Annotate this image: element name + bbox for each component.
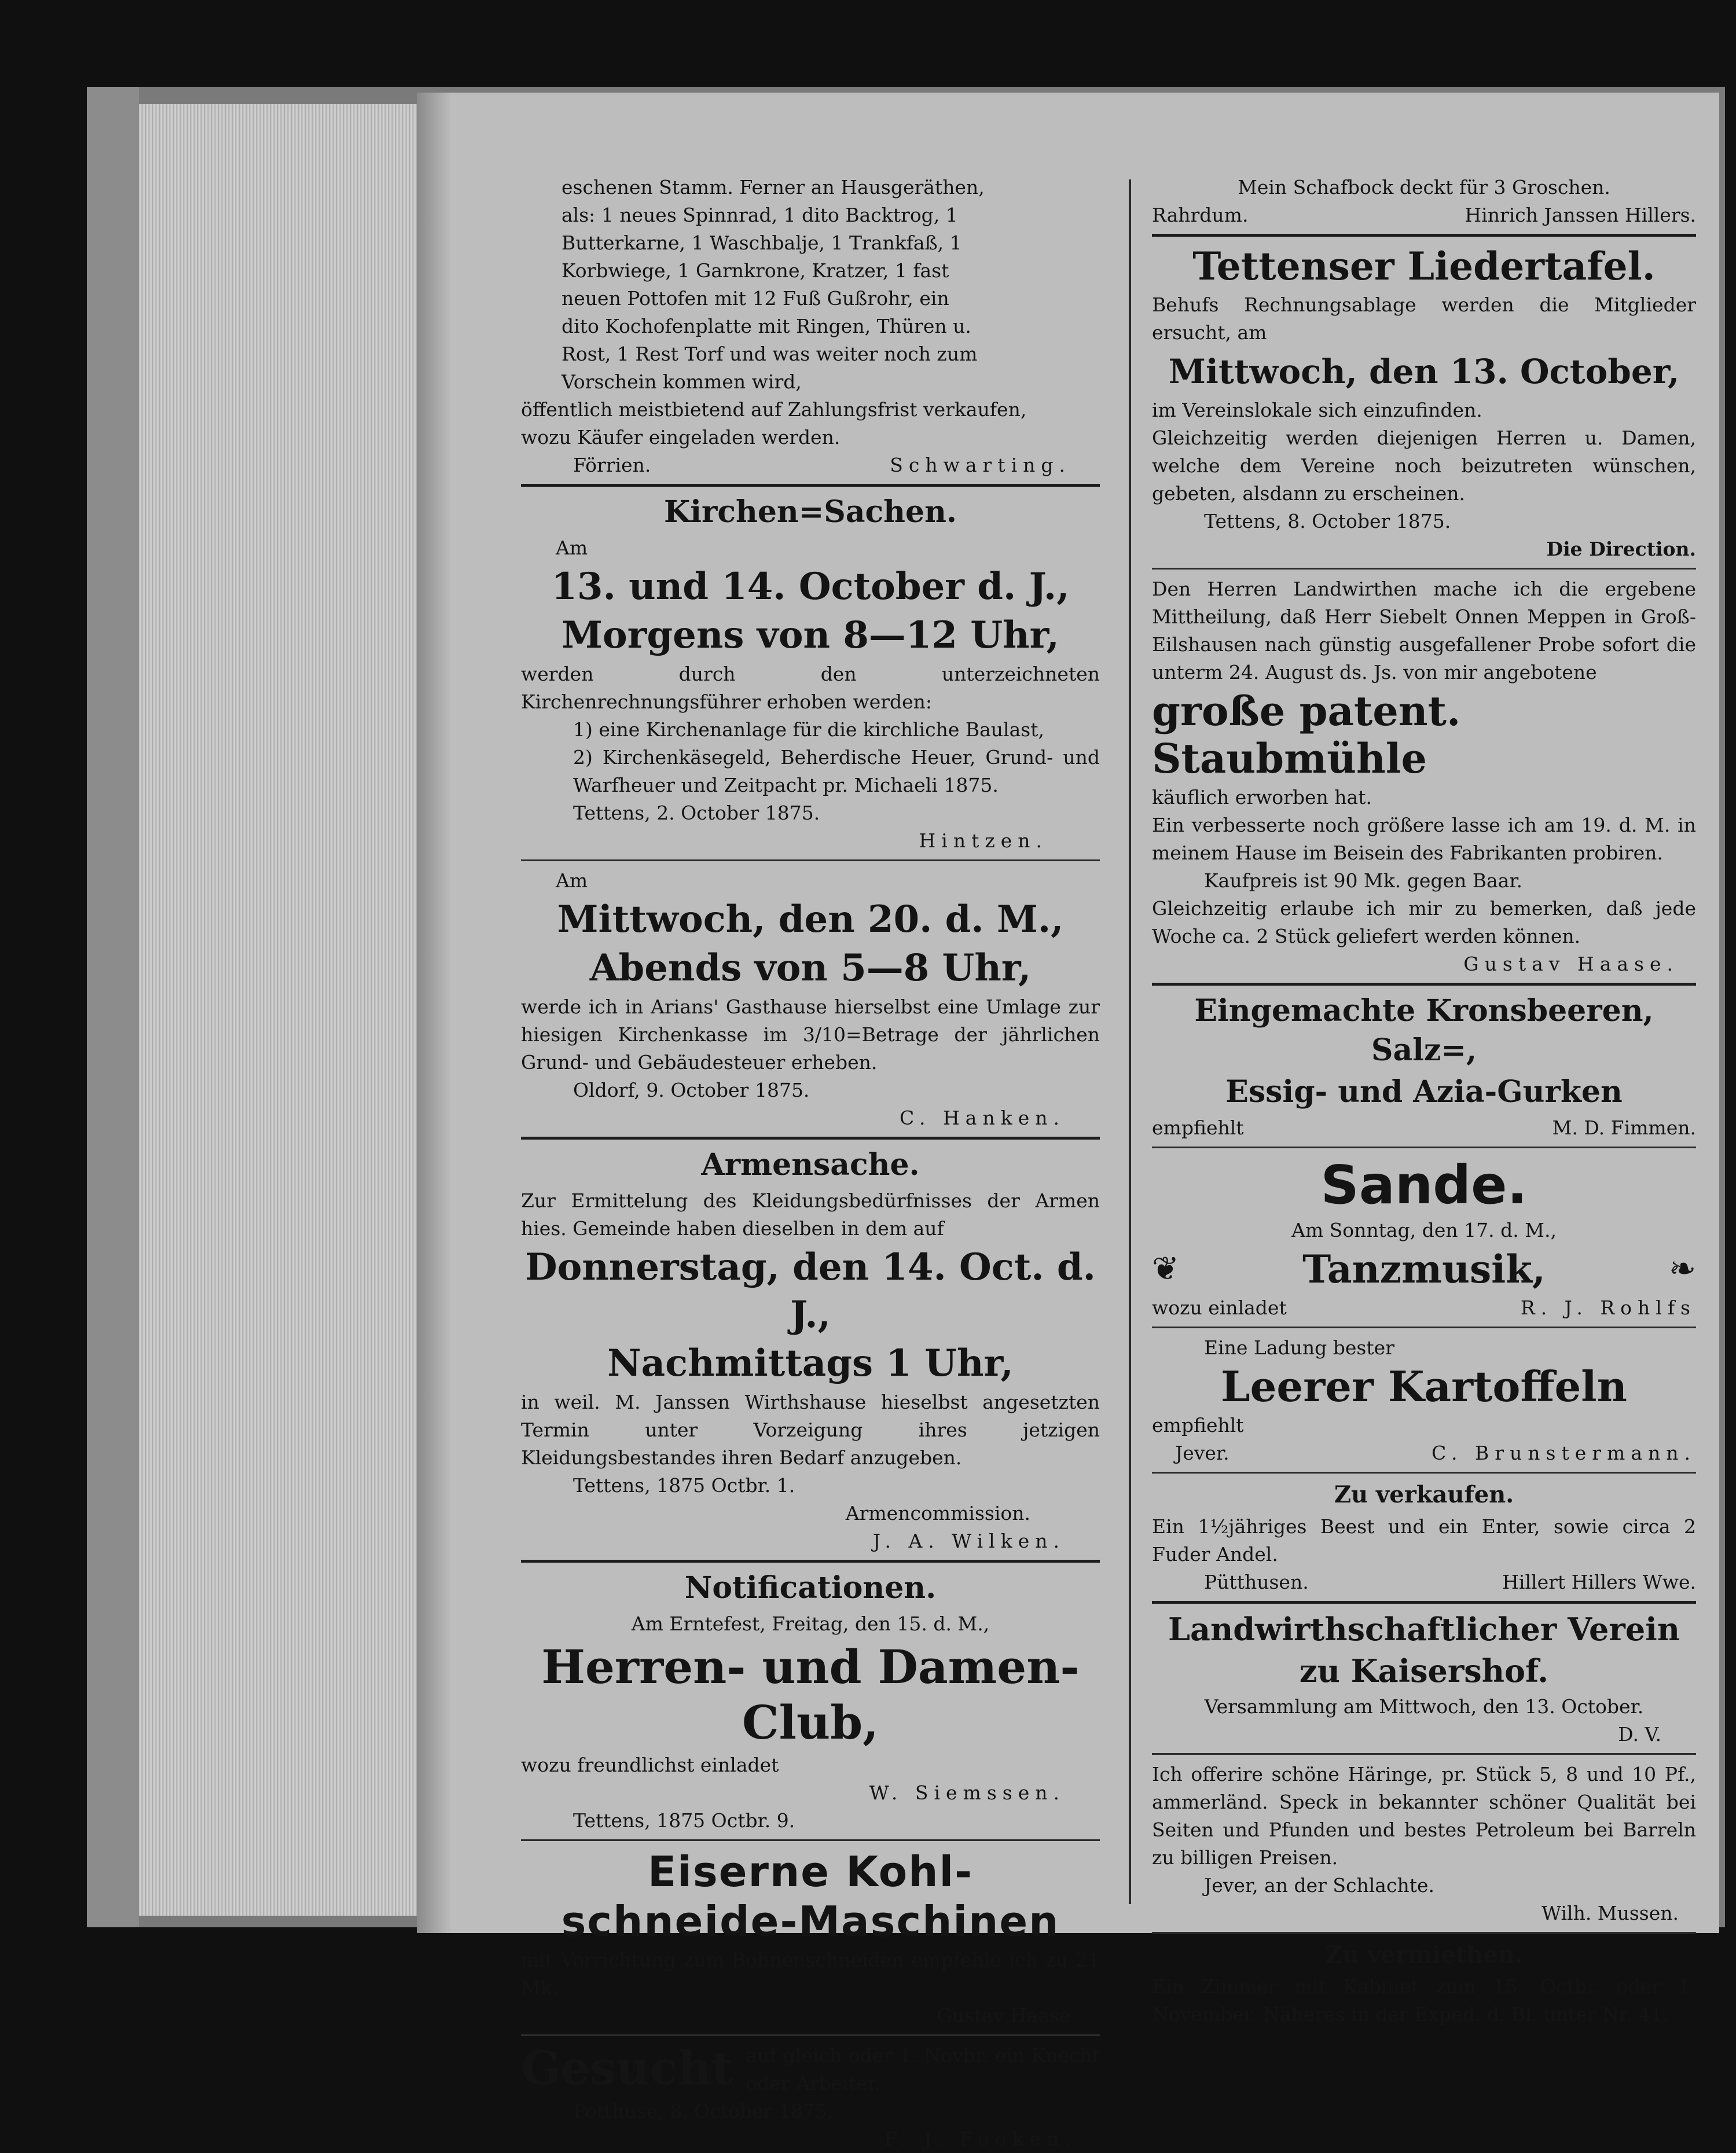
signature: Gustav Haase.	[937, 2004, 1077, 2027]
ad-title: Sande.	[1320, 1154, 1528, 1216]
place-date: Förrien.	[573, 454, 651, 476]
section-rule	[521, 1137, 1100, 1140]
schafbock-notice	[1152, 174, 1696, 229]
notifications-notice	[521, 1568, 1100, 1835]
text-block: Ein 1½jähriges Beest und ein Enter, sowie circa 2 Fuder Andel.	[1152, 1515, 1696, 1566]
page-edges	[104, 104, 428, 1916]
column-divider	[1129, 179, 1131, 1904]
right-column	[1152, 174, 1696, 2029]
ad-title: große patent. Staubmühle	[1152, 687, 1461, 782]
place-date: Tettens, 1875 Octbr. 9.	[573, 1809, 795, 1832]
date-line: Mittwoch, den 20. d. M.,	[557, 898, 1064, 941]
section-rule	[1152, 1327, 1696, 1328]
heading: Zu vermiethen.	[1325, 1941, 1523, 1968]
time-line: Abends von 5—8 Uhr,	[589, 946, 1032, 990]
list-item: 2) Kirchenkäsegeld, Beherdische Heuer, Grund- und Warfheuer und Zeitpacht pr. Michaeli 1875.	[573, 746, 1100, 796]
signature: R. J. Rohlfs	[1520, 1296, 1696, 1319]
ad-title: Gesucht	[521, 2041, 733, 2095]
section-rule	[1152, 234, 1696, 237]
verein-notice	[1152, 1610, 1696, 1748]
text-line: Am	[556, 869, 588, 892]
place-date: Potthuse, 8. October 1875.	[573, 2100, 834, 2122]
text-block: werden durch den unterzeichneten Kirchenrechnungsführer erhoben werden:	[521, 663, 1100, 713]
text-line: wozu einladet	[1152, 1296, 1287, 1319]
text-block: Behufs Rechnungsablage werden die Mitglieder ersucht, am	[1152, 293, 1696, 344]
signature: F. J. Fooken.	[884, 2128, 1077, 2150]
place-date: Tettens, 1875 Octbr. 1.	[573, 1474, 795, 1497]
umlage-notice	[521, 867, 1100, 1132]
signature: Hinrich Janssen Hillers.	[1465, 204, 1696, 226]
text-line: Vorschein kommen wird,	[561, 370, 802, 393]
section-rule	[1152, 983, 1696, 986]
text-block: Gleichzeitig erlaube ich mir zu bemerken, daß jede Woche ca. 2 Stück geliefert werden können.	[1152, 897, 1696, 947]
text-block: Den Herren Landwirthen mache ich die ergebene Mittheilung, daß Herr Siebelt Onnen Meppen in Groß-Eilshausen nach günstig ausgefallener Probe sofort die unterm 24. August ds. Js. von mir angebotene	[1152, 578, 1696, 684]
ornament-left-icon: ❦	[1152, 1250, 1179, 1288]
signature: C. Brunstermann.	[1431, 1442, 1696, 1464]
text-line: als: 1 neues Spinnrad, 1 dito Backtrog, 1	[561, 204, 958, 226]
text-block: Ein Zimmer mit Kabinet zum 15. Octbr. oder 1. November. Näheres in der Exped. d. Bl. unter Nr. 41.	[1152, 1975, 1696, 2026]
place-date: Tettens, 8. October 1875.	[1204, 510, 1451, 532]
left-column	[521, 174, 1100, 2153]
text-block: werde ich in Arians' Gasthause hierselbst eine Umlage zur hiesigen Kirchenkasse im 3/10=Betrage der jährlichen Grund- und Gebäudesteuer erheben.	[521, 995, 1100, 1074]
haeringe-notice	[1152, 1761, 1696, 1927]
text-line: Am	[556, 537, 588, 559]
armen-notice	[521, 1145, 1100, 1555]
signature: W. Siemssen.	[869, 1781, 1065, 1804]
date-line: Donnerstag, den 14. Oct. d. J.,	[525, 1245, 1096, 1336]
text-line: empfiehlt	[1152, 1414, 1244, 1436]
text-block: in weil. M. Janssen Wirthshause hieselbst angesetzten Termin unter Vorzeigung ihres jetzigen Kleidungsbestandes ihren Bedarf anzugeben.	[521, 1391, 1100, 1469]
section-rule	[521, 859, 1100, 861]
signature: Gustav Haase.	[1463, 953, 1679, 975]
place: Jever.	[1175, 1442, 1229, 1464]
list-item: 1) eine Kirchenanlage für die kirchliche Baulast,	[573, 718, 1044, 741]
section-rule	[1152, 1932, 1696, 1934]
signature: Wilh. Mussen.	[1542, 1902, 1679, 1924]
place-date: Oldorf, 9. October 1875.	[573, 1079, 810, 1101]
signature: J. A. Wilken.	[872, 1530, 1065, 1552]
kirchen-notice	[521, 493, 1100, 855]
text-line: im Vereinslokale sich einzufinden.	[1152, 399, 1482, 421]
section-rule	[1152, 1753, 1696, 1755]
text-line: Eine Ladung bester	[1204, 1336, 1394, 1359]
section-rule	[521, 484, 1100, 487]
heading: zu Kaisershof.	[1299, 1652, 1549, 1689]
heading: Landwirthschaftlicher Verein	[1168, 1611, 1680, 1648]
section-rule	[521, 1560, 1100, 1563]
page-gutter-shadow	[417, 93, 452, 1933]
text-line: eschenen Stamm. Ferner an Hausgeräthen,	[561, 176, 985, 199]
signature: Hillert Hillers Wwe.	[1502, 1571, 1696, 1593]
place: Pütthusen.	[1204, 1571, 1309, 1593]
signature: Schwarting.	[890, 454, 1071, 476]
signature: M. D. Fimmen.	[1552, 1116, 1696, 1139]
heading: Zu verkaufen.	[1334, 1481, 1514, 1508]
text-block: auf gleich oder 1. Novbr. ein Knecht oder Arbeiter.	[746, 2044, 1100, 2095]
heading: Kirchen=Sachen.	[664, 494, 957, 530]
gesucht-ad	[521, 2042, 1100, 2153]
text-line: empfiehlt	[1152, 1116, 1244, 1139]
verkaufen-notice	[1152, 1479, 1696, 1596]
heading: Armensache.	[701, 1147, 920, 1182]
ad-title: Eingemachte Kronsbeeren, Salz=,	[1194, 993, 1654, 1068]
text-block: mit Vorrichtung zum Bohnenschneiden empfehle ich zu 21 Mk.	[521, 1949, 1100, 1999]
signature: C. Hanken.	[899, 1107, 1065, 1129]
book-board	[87, 87, 139, 1927]
tanzmusik-title: Tanzmusik,	[1302, 1247, 1546, 1292]
place: Rahrdum.	[1152, 204, 1249, 226]
vermiethen-notice	[1152, 1939, 1696, 2029]
date-line: 13. und 14. October d. J.,	[551, 565, 1070, 608]
kohl-ad	[521, 1847, 1100, 2030]
text-line: wozu freundlichst einladet	[521, 1754, 779, 1776]
staubmuehle-notice	[1152, 575, 1696, 978]
text-line: Am Sonntag, den 17. d. M.,	[1291, 1219, 1557, 1241]
ad-title: Eiserne Kohl-	[647, 1847, 974, 1896]
section-rule	[1152, 1472, 1696, 1474]
ornament-right-icon: ❧	[1669, 1250, 1696, 1288]
kartoffeln-ad	[1152, 1334, 1696, 1467]
place: Jever, an der Schlachte.	[1204, 1874, 1434, 1897]
text-line: käuflich erworben hat.	[1152, 786, 1372, 809]
text-line: Butterkarne, 1 Waschbalje, 1 Trankfaß, 1	[561, 232, 962, 254]
text-line: dito Kochofenplatte mit Ringen, Thüren u.	[561, 315, 971, 337]
ad-title: schneide-Maschinen	[561, 1897, 1060, 1946]
time-line: Nachmittags 1 Uhr,	[607, 1342, 1014, 1385]
date-line: Mittwoch, den 13. October,	[1168, 352, 1680, 391]
text-block: Ein verbesserte noch größere lasse ich am 19. d. M. in meinem Hause im Beisein des Fabrikanten probiren.	[1152, 814, 1696, 864]
section-rule	[1152, 1147, 1696, 1148]
section-rule	[521, 1839, 1100, 1841]
text-line: Rost, 1 Rest Torf und was weiter noch zum	[561, 343, 978, 365]
heading: Tettenser Liedertafel.	[1192, 244, 1656, 289]
signature: D. V.	[1618, 1723, 1661, 1746]
time-line: Morgens von 8—12 Uhr,	[561, 613, 1059, 657]
kronsbeeren-ad	[1152, 991, 1696, 1142]
text-line: Kaufpreis ist 90 Mk. gegen Baar.	[1204, 869, 1522, 892]
text-line: neuen Pottofen mit 12 Fuß Gußrohr, ein	[561, 287, 949, 310]
liedertafel-notice	[1152, 243, 1696, 563]
place-date: Tettens, 2. October 1875.	[573, 802, 820, 824]
text-line: Mein Schafbock deckt für 3 Groschen.	[1238, 176, 1610, 199]
section-rule	[1152, 568, 1696, 570]
sande-ad	[1152, 1154, 1696, 1322]
club-title: Herren- und Damen-Club,	[541, 1640, 1080, 1750]
text-line: Korbwiege, 1 Garnkrone, Kratzer, 1 fast	[561, 259, 949, 282]
text-block: Zur Ermittelung des Kleidungsbedürfnisses der Armen hies. Gemeinde haben dieselben in dem auf	[521, 1189, 1100, 1240]
auction-notice	[521, 174, 1100, 479]
text-block: Gleichzeitig werden diejenigen Herren u. Damen, welche dem Vereine noch beizutreten wünschen, gebeten, alsdann zu erscheinen.	[1152, 427, 1696, 505]
signature: Armencommission.	[845, 1502, 1030, 1524]
section-rule	[521, 2034, 1100, 2036]
ad-title: Essig- und Azia-Gurken	[1225, 1074, 1623, 1109]
text-line: Versammlung am Mittwoch, den 13. October.	[1204, 1695, 1644, 1718]
text-line: öffentlich meistbietend auf Zahlungsfrist verkaufen,	[521, 398, 1027, 421]
text-line: Am Erntefest, Freitag, den 15. d. M.,	[631, 1612, 990, 1635]
ad-title: Leerer Kartoffeln	[1220, 1362, 1628, 1411]
heading: Notificationen.	[684, 1570, 937, 1605]
section-rule	[1152, 1601, 1696, 1604]
text-block: Ich offerire schöne Häringe, pr. Stück 5, 8 und 10 Pf., ammerländ. Speck in bekannter schöner Qualität bei Seiten und Pfunden und bestes Petroleum bei Barreln zu billigen Preisen.	[1152, 1763, 1696, 1869]
text-line: wozu Käufer eingeladen werden.	[521, 426, 841, 449]
signature: Die Direction.	[1546, 538, 1696, 560]
signature: Hintzen.	[919, 829, 1048, 852]
